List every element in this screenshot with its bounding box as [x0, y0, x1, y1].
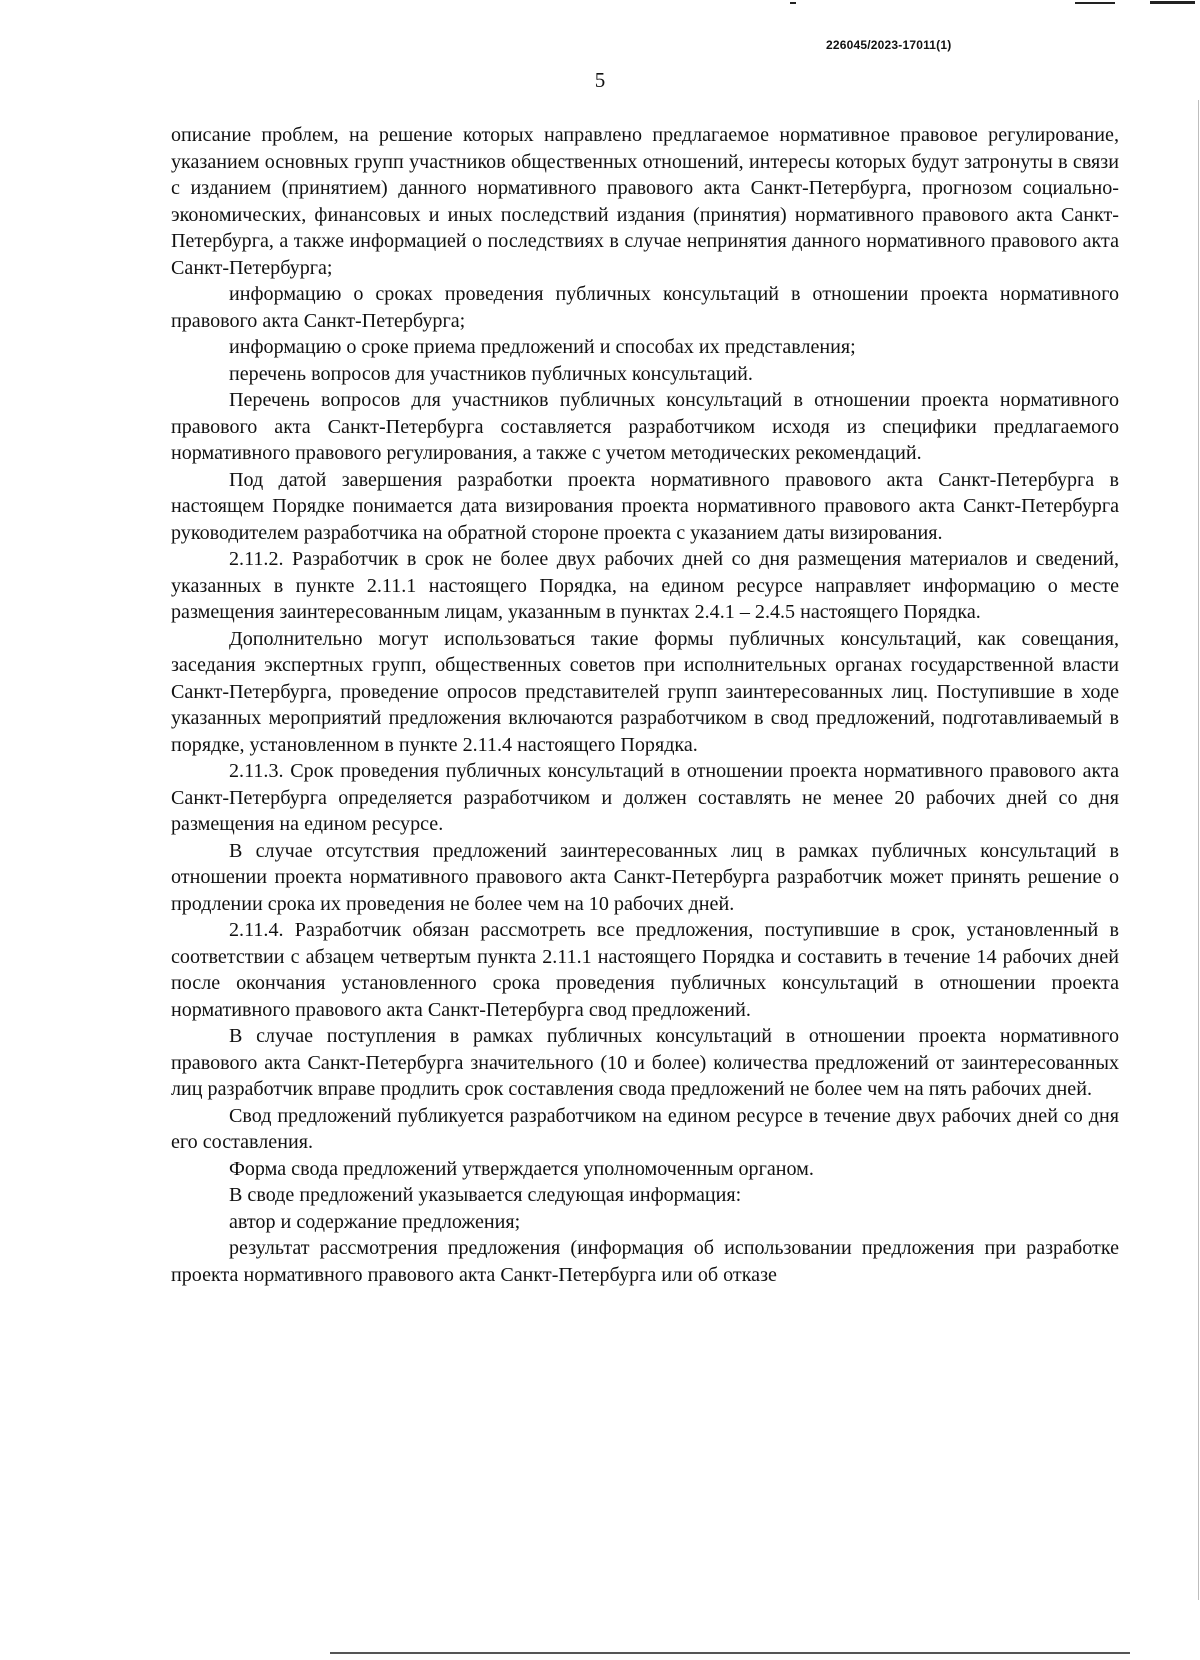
paragraph: Перечень вопросов для участников публичных консультаций в отношении проекта нормативного правового акта Санкт-Петербурга составляется разработчиком исходя из специфики предлагаемого нормативного правового регулирования, а также с учетом методических рекомендаций.: [171, 389, 1119, 464]
scan-edge-line: [1198, 100, 1199, 1600]
paragraph: Форма свода предложений утверждается уполномоченным органом.: [229, 1157, 814, 1180]
document-body: [171, 122, 1119, 1288]
paragraph: В случае поступления в рамках публичных консультаций в отношении проекта нормативного правового акта Санкт-Петербурга значительного (10 и более) количества предложений от заинтересованных лиц разработчик вправе продлить срок составления свода предложений не более чем на пять рабочих дней.: [171, 1025, 1119, 1100]
scan-artifact: [1150, 1, 1195, 4]
paragraph: Под датой завершения разработки проекта нормативного правового акта Санкт-Петербурга в настоящем Порядке понимается дата визирования проекта нормативного правового акта Санкт-Петербурга руководителем разработчика на обратной стороне проекта с указанием даты визирования.: [171, 468, 1119, 544]
paragraph: описание проблем, на решение которых направлено предлагаемое нормативное правовое регулирование, указанием основных групп участников общественных отношений, интересы которых будут затронуты в связи с изданием (принятием) данного нормативного правового акта Санкт-Петербурга, прогнозом социально-экономических, финансовых и иных последствий издания (принятия) нормативного правового акта Санкт-Петербурга, а также информацией о последствиях в случае непринятия данного нормативного правового акта Санкт-Петербурга;: [171, 124, 1119, 279]
paragraph: результат рассмотрения предложения (информация об использовании предложения при разработке проекта нормативного правового акта Санкт-Петербурга или об отказе: [171, 1237, 1119, 1286]
paragraph: 2.11.4. Разработчик обязан рассмотреть все предложения, поступившие в срок, установленный в соответствии с абзацем четвертым пункта 2.11.1 настоящего Порядка и составить в течение 14 рабочих дней после окончания установленного срока проведения публичных консультаций в отношении проекта нормативного правового акта Санкт-Петербурга свод предложений.: [171, 919, 1119, 1021]
paragraph: информацию о сроке приема предложений и способах их представления;: [229, 336, 856, 358]
paragraph: В своде предложений указывается следующая информация:: [229, 1184, 742, 1206]
paragraph: В случае отсутствия предложений заинтересованных лиц в рамках публичных консультаций в отношении проекта нормативного правового акта Санкт-Петербурга разработчик может принять решение о продлении срока их проведения не более чем на 10 рабочих дней.: [171, 839, 1119, 915]
paragraph: Дополнительно могут использоваться такие формы публичных консультаций, как совещания, заседания экспертных групп, общественных советов при исполнительных органах государственной власти Санкт-Петербурга, проведение опросов представителей групп заинтересованных лиц. Поступившие в ходе указанных мероприятий предложения включаются разработчиком в свод предложений, подготавливаемый в порядке, установленном в пункте 2.11.4 настоящего Порядка.: [171, 627, 1119, 756]
paragraph: информацию о сроках проведения публичных консультаций в отношении проекта нормативного правового акта Санкт-Петербурга;: [171, 283, 1119, 332]
scan-artifact: [790, 2, 796, 4]
paragraph: перечень вопросов для участников публичных консультаций.: [229, 362, 753, 385]
paragraph: 2.11.2. Разработчик в срок не более двух рабочих дней со дня размещения материалов и сведений, указанных в пункте 2.11.1 настоящего Порядка, на едином ресурсе направляет информацию о месте размещения заинтересованным лицам, указанным в пунктах 2.4.1 – 2.4.5 настоящего Порядка.: [171, 548, 1119, 623]
scan-artifact: [1075, 2, 1115, 4]
paragraph: 2.11.3. Срок проведения публичных консультаций в отношении проекта нормативного правового акта Санкт-Петербурга определяется разработчиком и должен составлять не менее 20 рабочих дней со дня размещения на едином ресурсе.: [171, 760, 1119, 835]
page-number: 5: [594, 68, 606, 92]
paragraph: Свод предложений публикуется разработчиком на едином ресурсе в течение двух рабочих дней со дня его составления.: [171, 1104, 1119, 1153]
scan-artifact: [330, 1652, 1130, 1654]
document-registration-number: 226045/2023-17011(1): [826, 38, 952, 52]
paragraph: автор и содержание предложения;: [229, 1210, 521, 1233]
